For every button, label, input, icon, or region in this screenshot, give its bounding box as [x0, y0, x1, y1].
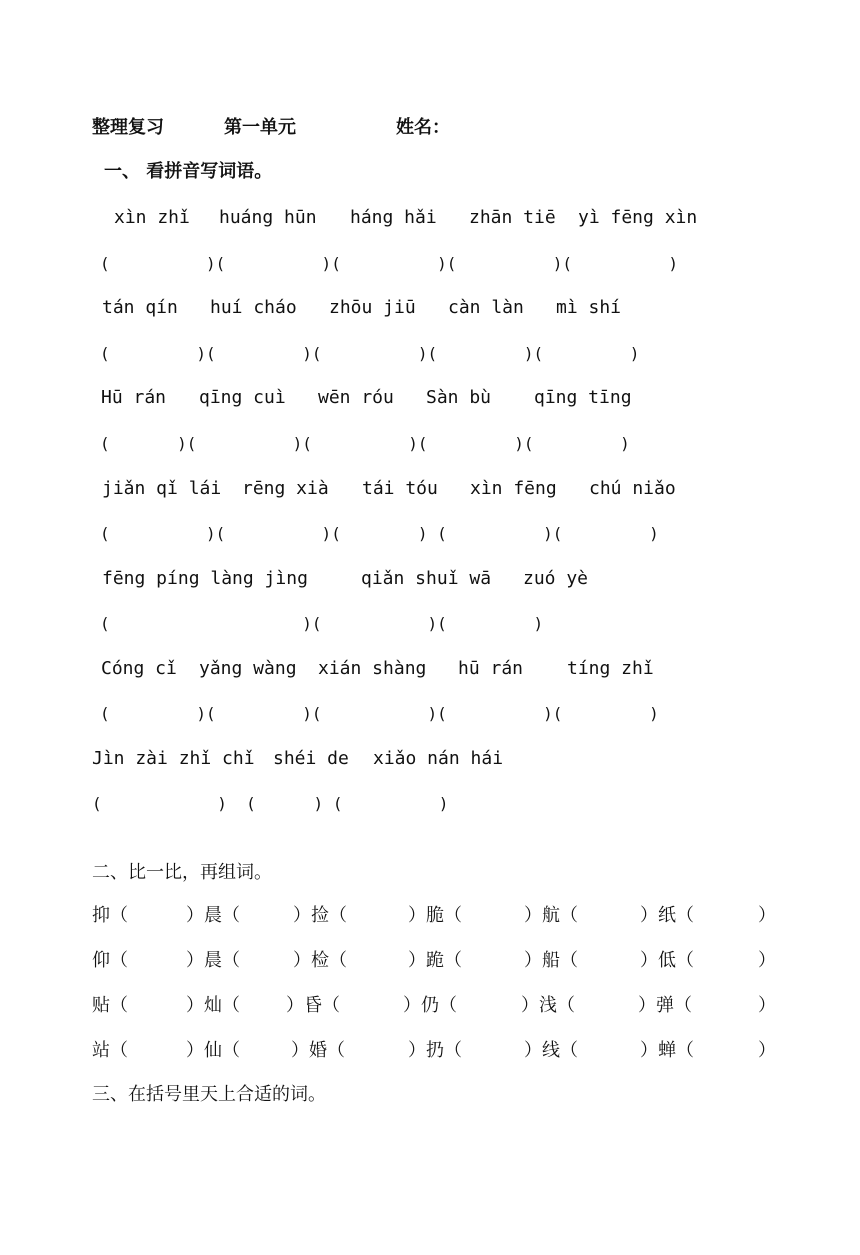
compare-cell: ）晨（	[186, 905, 240, 926]
compare-cell: ）捡（	[293, 905, 347, 926]
pinyin-word: zhān tiē	[469, 207, 556, 228]
pinyin-word: wēn róu	[318, 387, 394, 408]
answer-blanks[interactable]: ( )( )( )	[100, 614, 544, 633]
pinyin-word: fēng píng làng jìng	[102, 568, 308, 589]
pinyin-word: shéi de	[273, 748, 349, 769]
compare-cell: 贴（	[92, 995, 128, 1016]
pinyin-word: tái tóu	[362, 478, 438, 499]
compare-cell: ）晨（	[186, 950, 240, 971]
compare-cell: ）仍（	[403, 995, 457, 1016]
pinyin-word: qiǎn shuǐ wā	[361, 568, 492, 589]
compare-cell: 抑（	[92, 905, 128, 926]
compare-cell: ）弹（	[638, 995, 692, 1016]
pinyin-word: huí cháo	[210, 297, 297, 318]
pinyin-word: háng hǎi	[350, 207, 437, 228]
compare-cell: ）蝉（	[640, 1040, 694, 1061]
worksheet-title: 整理复习	[92, 117, 164, 138]
compare-cell: ）线（	[524, 1040, 578, 1061]
compare-cell: ）船（	[524, 950, 578, 971]
pinyin-word: Jìn zài zhǐ chǐ	[92, 748, 255, 769]
compare-cell: ）低（	[640, 950, 694, 971]
compare-cell: ）纸（	[640, 905, 694, 926]
compare-cell: ）检（	[293, 950, 347, 971]
compare-cell: ）仙（	[186, 1040, 240, 1061]
compare-cell: ）婚（	[291, 1040, 345, 1061]
pinyin-word: yǎng wàng	[199, 658, 297, 679]
pinyin-word: Hū rán	[101, 387, 167, 408]
compare-cell: ）航（	[524, 905, 578, 926]
compare-cell: 站（	[92, 1040, 128, 1061]
compare-cell: ）	[758, 995, 776, 1016]
answer-blanks[interactable]: ( )( )( )( )( )	[100, 434, 630, 453]
compare-cell: ）脆（	[408, 905, 462, 926]
pinyin-word: xián shàng	[318, 658, 427, 679]
pinyin-word: càn làn	[448, 297, 524, 318]
answer-blanks[interactable]: ( )( )( )( )( )	[100, 704, 659, 723]
pinyin-word: huáng hūn	[219, 207, 317, 228]
compare-cell: ）跪（	[408, 950, 462, 971]
pinyin-word: chú niǎo	[589, 478, 676, 499]
pinyin-word: mì shí	[556, 297, 622, 318]
section-1-heading-text: 一、 看拼音写词语。	[104, 161, 273, 182]
answer-blanks[interactable]: ( )( )( ) ( )( )	[100, 524, 659, 543]
unit-label: 第一单元	[224, 117, 296, 138]
pinyin-word: rēng xià	[242, 478, 329, 499]
pinyin-word: xiǎo nán hái	[373, 748, 504, 769]
answer-blanks-row-7[interactable]	[0, 792, 860, 864]
answer-blanks[interactable]: ( ) ( ) ( )	[92, 794, 449, 813]
compare-cell: ）灿（	[186, 995, 240, 1016]
pinyin-word: Sàn bù	[426, 387, 492, 408]
compare-cell: ）昏（	[286, 995, 340, 1016]
compare-cell: ）	[758, 950, 776, 971]
compare-cell: ）	[758, 905, 776, 926]
compare-cell: ）	[758, 1040, 776, 1061]
compare-cell: 仰（	[92, 950, 128, 971]
compare-cell: ）扔（	[408, 1040, 462, 1061]
section-3-heading	[0, 1083, 860, 1155]
section-2-heading-text: 二、比一比，再组词。	[92, 862, 272, 883]
pinyin-word: jiǎn qǐ lái	[102, 478, 222, 499]
pinyin-word: zhōu jiū	[329, 297, 416, 318]
pinyin-word: Cóng cǐ	[101, 658, 177, 679]
pinyin-word: xìn zhǐ	[114, 207, 190, 228]
section-3-heading-text: 三、在括号里天上合适的词。	[92, 1084, 326, 1105]
pinyin-word: qīng tīng	[534, 387, 632, 408]
answer-blanks[interactable]: ( )( )( )( )( )	[100, 254, 678, 273]
pinyin-word: zuó yè	[523, 568, 589, 589]
compare-cell: ）浅（	[521, 995, 575, 1016]
pinyin-word: qīng cuì	[199, 387, 286, 408]
pinyin-word: xìn fēng	[470, 478, 557, 499]
pinyin-word: tíng zhǐ	[567, 658, 654, 679]
name-label: 姓名：	[396, 117, 450, 138]
pinyin-word: tán qín	[102, 297, 178, 318]
answer-blanks[interactable]: ( )( )( )( )( )	[100, 344, 640, 363]
pinyin-word: yì fēng xìn	[578, 207, 698, 228]
pinyin-word: hū rán	[458, 658, 524, 679]
